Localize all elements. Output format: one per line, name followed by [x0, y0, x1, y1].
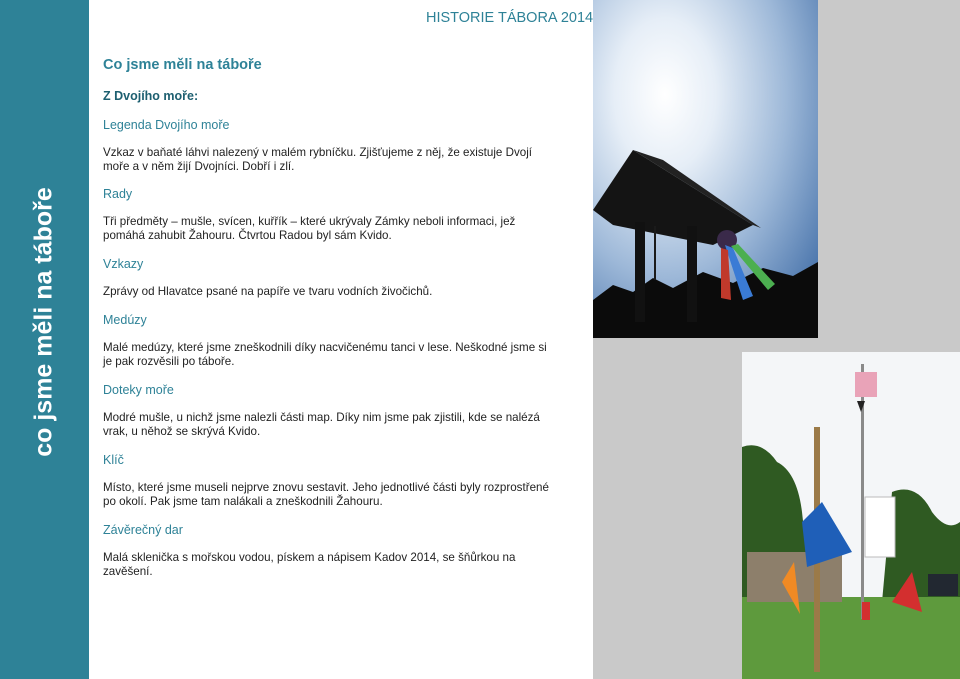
- text-line: Vzkaz v baňaté láhvi nalezený v malém rybníčku. Zjišťujeme z něj, že existuje Dvojí: [103, 146, 532, 159]
- photo-bell-silhouette: [593, 0, 818, 338]
- text-line: pomáhá zahubit Žahouru. Čtvrtou Radou byl sám Kvido.: [103, 229, 392, 242]
- text-line: je pak rozvěsili po táboře.: [103, 355, 235, 368]
- page-subheading: Z Dvojího moře:: [103, 89, 199, 103]
- section-title-dar: Závěrečný dar: [103, 523, 183, 537]
- section-title-meduzy: Medúzy: [103, 313, 147, 327]
- section-title-rady: Rady: [103, 187, 133, 201]
- text-line: po okolí. Pak jsme tam nalákali a zneškodnili Žahouru.: [103, 495, 383, 508]
- section-title-legenda: Legenda Dvojího moře: [103, 118, 230, 132]
- section-text-doteky: [103, 411, 581, 439]
- text-line: Zprávy od Hlavatce psané na papíře ve tvaru vodních živočichů.: [103, 285, 433, 298]
- text-line: Místo, které jsme museli nejprve znovu sestavit. Jeho jednotlivé části byly rozprostřené: [103, 481, 549, 494]
- text-line: Modré mušle, u nichž jsme nalezli části map. Díky nim jsme pak zjistili, kde se nalézá: [103, 411, 540, 424]
- text-line: Malá sklenička s mořskou vodou, pískem a nápisem Kadov 2014, se šňůrkou na: [103, 551, 516, 564]
- section-title-klic: Klíč: [103, 453, 124, 467]
- section-title-doteky: Doteky moře: [103, 383, 174, 397]
- page-heading: Co jsme měli na táboře: [103, 57, 262, 73]
- section-text-vzkazy: [103, 285, 581, 299]
- section-text-rady: [103, 215, 581, 243]
- section-text-legenda: [103, 146, 581, 174]
- text-line: zavěšení.: [103, 565, 153, 578]
- page-header-title: HISTORIE TÁBORA 2014: [426, 10, 594, 26]
- photo-flagpole-camp: [742, 352, 960, 679]
- text-line: Malé medúzy, které jsme zneškodnili díky nacvičenému tanci v lese. Neškodné jsme si: [103, 341, 547, 354]
- text-line: moře a v něm žijí Dvojníci. Dobří i zlí.: [103, 160, 295, 173]
- text-line: Tři předměty – mušle, svícen, kuřřík – které ukrývaly Zámky neboli informaci, jež: [103, 215, 516, 228]
- sidebar-title: co jsme měli na táboře: [29, 187, 58, 457]
- text-line: vrak, u něhož se skrývá Kvido.: [103, 425, 261, 438]
- section-title-vzkazy: Vzkazy: [103, 257, 144, 271]
- sidebar-band: [0, 0, 89, 679]
- section-text-meduzy: [103, 341, 581, 369]
- section-text-klic: [103, 481, 581, 509]
- section-text-dar: [103, 551, 581, 579]
